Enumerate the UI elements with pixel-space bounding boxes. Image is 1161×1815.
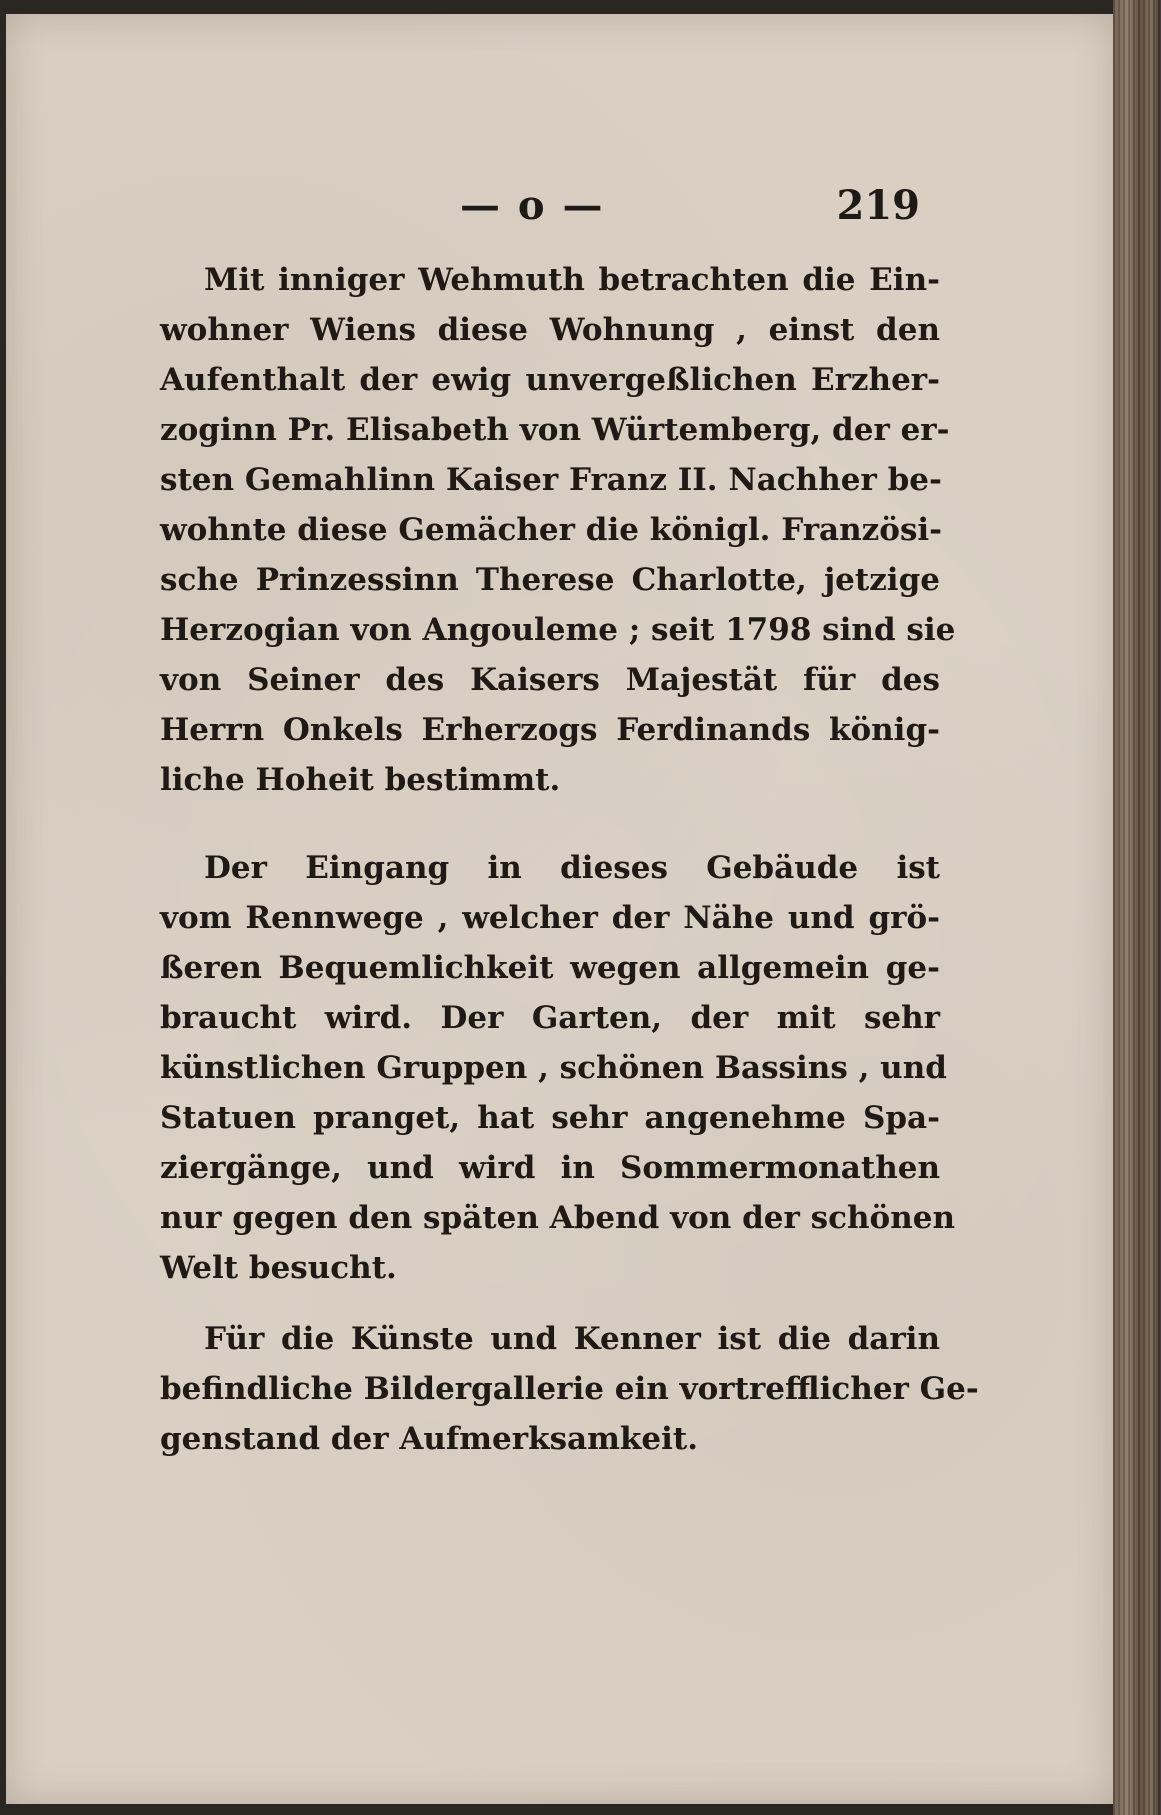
text-line: Herzogian von Angouleme ; seit 1798 sind sie [160,612,956,648]
text-line: künstlichen Gruppen , schönen Bassins , und [160,1050,947,1086]
text-line: Mit inniger Wehmuth betrachten die Ein- [204,262,940,298]
header-ornament: — o — [460,182,605,229]
paragraph-1 [160,255,956,805]
text-line: Welt besucht. [160,1250,397,1286]
text-line: Herrn Onkels Erherzogs Ferdinands könig- [160,712,940,748]
text-line: liche Hoheit bestimmt. [160,762,561,798]
page-number: 219 [836,182,920,229]
text-line: sche Prinzessinn Therese Charlotte, jetzige [160,562,940,598]
paragraph-3 [160,1314,979,1464]
text-line: Für die Künste und Kenner ist die darin [204,1321,940,1357]
text-line: vom Rennwege , welcher der Nähe und grö- [160,900,940,936]
text-line: Der Eingang in dieses Gebäude ist [204,850,940,886]
paragraph-2 [160,843,955,1293]
text-line: befindliche Bildergallerie ein vortrefflicher Ge- [160,1371,979,1407]
text-line: ziergänge, und wird in Sommermonathen [160,1150,940,1186]
text-line: genstand der Aufmerksamkeit. [160,1421,699,1457]
text-line: Aufenthalt der ewig unvergeßlichen Erzher- [160,362,940,398]
text-line: braucht wird. Der Garten, der mit sehr [160,1000,940,1036]
book-edge [1113,0,1161,1815]
text-line: zoginn Pr. Elisabeth von Würtemberg, der er- [160,412,950,448]
text-line: sten Gemahlinn Kaiser Franz II. Nachher be- [160,462,942,498]
text-line: von Seiner des Kaisers Majestät für des [160,662,940,698]
text-line: ßeren Bequemlichkeit wegen allgemein ge- [160,950,940,986]
running-header [160,182,920,232]
text-line: nur gegen den späten Abend von der schönen [160,1200,955,1236]
text-line: wohnte diese Gemächer die königl. Französi- [160,512,943,548]
text-line: Statuen pranget, hat sehr angenehme Spa- [160,1100,940,1136]
text-line: wohner Wiens diese Wohnung , einst den [160,312,940,348]
